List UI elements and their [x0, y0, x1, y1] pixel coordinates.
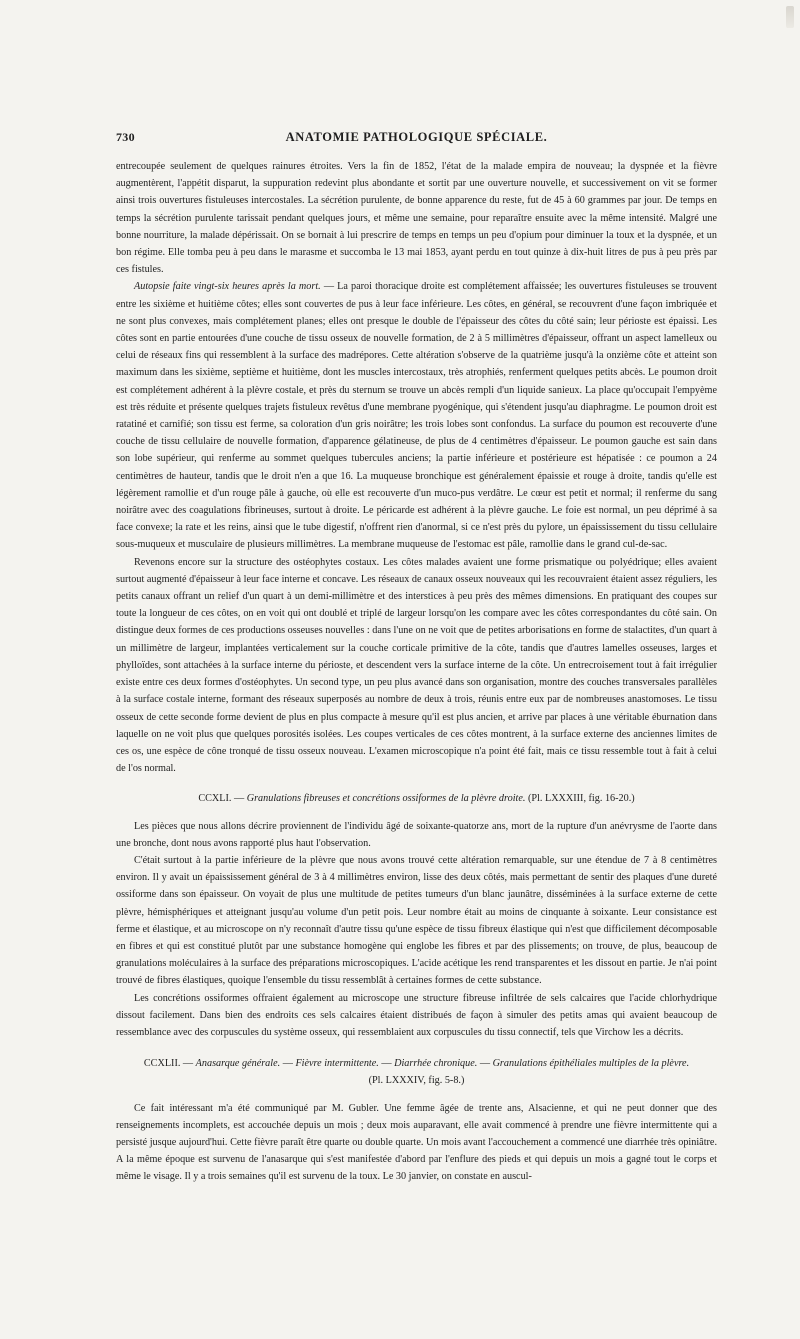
case-heading-ccxli: [116, 790, 717, 807]
paragraph-continuation: entrecoupée seulement de quelques rainures étroites. Vers la fin de 1852, l'état de la malade empira de nouveau; la dyspnée et la fièvre augmentèrent, l'appétit disparut, la suppuration redevint plus abondante et sortit par une ouverture nouvelle, et successivement on vit se former ainsi trois ouvertures fistuleuses intercostales. La sécrétion purulente, de bonne apparence du reste, fut de 45 à 60 grammes par jour. De temps en temps la sécrétion purulente tarissait pendant quelques jours, et même une semaine, pour reparaître ensuite avec la même intensité. Malgré une bonne nourriture, la malade dépérissait. On se bornait à lui prescrire de temps en temps un peu d'opium pour diminuer la toux et la dyspnée, et un bon régime. Elle tomba peu à peu dans le marasme et succomba le 13 mai 1853, ayant perdu en tout quinze à dix-huit litres de pus à peu près par ces fistules.: [116, 161, 717, 276]
case-number: CCXLII. —: [143, 1058, 196, 1070]
page-header: [116, 130, 717, 152]
paragraph-osteophytes: Revenons encore sur la structure des ostéophytes costaux. Les côtes malades avaient une forme prismatique ou polyédrique; elles avaient surtout augmenté d'épaisseur à leur face interne et concave. Les réseaux de canaux osseux nouveaux qui les recouvraient étaient assez réguliers, les petits canaux offrant un relief d'un quart à un demi-millimètre et des interstices à peu près des mêmes dimensions. En pratiquant des coupes sur toute la longueur de ces côtes, on en voit qui ont doublé et triplé de largeur lorsqu'on les compare avec les côtes correspondantes du côté sain. On distingue deux formes de ces productions osseuses nouvelles : dans l'une on ne voit que de petites arborisations en forme de stalactites, d'un quart à un millimètre de largeur, implantées verticalement sur la couche corticale primitive de la côte, tandis que d'autres lamelles osseuses, larges et phylloïdes, sont attachées à la surface interne du périoste, et descendent vers la surface interne de la côte. Un entrecroisement tout à fait irrégulier existe entre ces deux formes d'ostéophytes. Un second type, un peu plus avancé dans son organisation, montre des couches transversales parallèles à la surface costale interne, formant des réseaux superposés au nombre de deux à trois, réunis entre eux par de nombreuses anastomoses. Le tissu osseux de cette seconde forme devient de plus en plus compacte à mesure qu'il est plus ancien, et arrive par places à une véritable éburnation dans laquelle on ne voit plus que quelques porosités isolées. Les coupes verticales de ces côtes montrent, à la surface externe des anciennes limites de ces os, une espèce de cône tronqué de tissu osseux nouveau. L'examen microscopique n'a point été fait, mais ce tissu ressemble tout à fait à celui de l'os normal.: [116, 556, 717, 775]
title-separator: —: [280, 1058, 296, 1070]
case-number: CCXLI. —: [198, 793, 247, 805]
page-number: 730: [116, 130, 135, 144]
paragraph-gubler-case: Ce fait intéressant m'a été communiqué par M. Gubler. Une femme âgée de trente ans, Alsacienne, et qui ne peut donner que des renseignements incomplets, est accouchée depuis un mois ; deux mois auparavant, elle avait commencé à prendre une fièvre intermittente qui a persisté jusque aujourd'hui. Cette fièvre paraît être quarte ou double quarte. Un mois avant l'accouchement a commencé une diarrhée très opiniâtre. A la même époque est survenu de l'anasarque qui s'est manifestée d'abord par l'enflure des pieds et qui depuis un mois a gagné tout le corps et même le visage. Il y a trois semaines qu'il est survenu de la toux. Le 30 janvier, on constate en auscul-: [116, 1102, 717, 1183]
paragraph-autopsy: [116, 278, 717, 553]
case-title: Granulations fibreuses et concrétions ossiformes de la plèvre droite.: [246, 793, 526, 805]
case-title-part: Anasarque générale.: [195, 1058, 281, 1070]
case-title-part: Diarrhée chronique.: [394, 1058, 478, 1070]
plate-reference: (Pl. LXXXIV, fig. 5-8.): [368, 1075, 465, 1087]
running-title: ANATOMIE PATHOLOGIQUE SPÉCIALE.: [285, 130, 548, 144]
paragraph-specimens: Les pièces que nous allons décrire proviennent de l'individu âgé de soixante-quatorze ans, mort de la rupture d'un anévrysme de l'aorte dans une bronche, dont nous avons rapporté plus haut l'observation.: [116, 820, 717, 849]
page-edge-mark: [786, 6, 794, 28]
case-title-part: Granulations épithéliales multiples de la plèvre.: [492, 1058, 690, 1070]
case-title-part: Fièvre intermittente.: [295, 1058, 379, 1070]
case-heading-line: [116, 1055, 717, 1072]
title-separator: —: [378, 1058, 395, 1070]
plate-reference: (Pl. LXXXIII, fig. 16-20.): [525, 793, 635, 805]
case-heading-ccxlii: [116, 1055, 717, 1089]
page-body: [116, 158, 717, 1186]
autopsy-label: Autopsie faite vingt-six heures après la mort.: [134, 281, 321, 293]
paragraph-concretions: Les concrétions ossiformes offraient également au microscope une structure fibreuse infiltrée de sels calcaires que l'acide chlorhydrique dissout facilement. Dans bien des endroits ces sels calcaires étaient distribués de façon à simuler des petits amas qui avaient beaucoup de ressemblance avec des corpuscules du système osseux, qui ressemblaient aux corpuscules du tissu connectif, tels que Virchow les a décrits.: [116, 992, 717, 1038]
title-separator: —: [477, 1058, 493, 1070]
paragraph-pleura: C'était surtout à la partie inférieure de la plèvre que nous avons trouvé cette altération remarquable, sur une étendue de 7 à 8 centimètres environ. Il y avait un épaississement général de 3 à 4 millimètres environ, lisse des deux côtés, mais permettant de sentir des plaques d'une dureté ossiforme dans son épaisseur. On voyait de plus une multitude de petites tumeurs d'un blanc jaunâtre, disséminées à la surface externe de cette plèvre, hémisphériques et atteignant jusqu'au volume d'un petit pois. Leur nombre était au moins de cinquante à soixante. Leur consistance est ferme et élastique, et au microscope on n'y reconnaît d'autre tissu qu'une espèce de tissu fibreux élastique qui n'est que difficilement décomposable en fibres et qui est constitué plutôt par une substance homogène qui englobe les fibres et par des plissements; on trouve, de plus, beaucoup de granulations moléculaires à la surface des préparations microscopiques. L'acide acétique les rend transparentes et les dissout en partie. Je n'ai point trouvé de fibres élastiques, quoique l'ensemble du tissu ressemblât à certaines formes de cette substance.: [116, 854, 717, 987]
autopsy-text: — La paroi thoracique droite est complétement affaissée; les ouvertures fistuleuses se trouvent entre les sixième et huitième côtes; elles sont couvertes de pus à leur face inférieure. Les côtes, en général, se recouvrent d'une façon imbriquée et ne sont plus convexes, mais complétement planes; elles ont presque le double de l'épaisseur des côtes du côté sain; leur périoste est épaissi. Les côtes sont en partie entourées d'une couche de tissu osseux de nouvelle formation, de 2 à 5 millimètres d'épaisseur, offrant un aspect lamelleux ou celui de réseaux fins qui ressemblent à la surface des madrépores. Cette altération s'observe de la quatrième jusqu'à la onzième côte et atteint son maximum dans les sixième, septième et huitième, dont les muscles intercostaux, très atrophiés, renferment quelques petits abcès. Le poumon droit est complétement adhérent à la plèvre costale, et près du sternum se trouve un abcès rempli d'un liquide sanieux. La place qu'occupait l'empyème est très réduite et présente quelques trajets fistuleux revêtus d'une membrane pyogénique, qui s'étendent jusqu'au diaphragme. Le poumon droit est ratatiné et carnifié; son tissu est ferme, sa coloration d'un gris noirâtre; les trois lobes sont confondus. La surface du poumon est recouverte d'une couche de tissu cellulaire de nouvelle formation, d'apparence gélatineuse, de plus de 4 centimètres d'épaisseur. Le poumon gauche est sain dans son lobe supérieur, qui renferme au sommet quelques tubercules anciens; la partie inférieure et postérieure est hépatisée : ce poumon a 24 centimètres de hauteur, tandis que le droit n'en a que 16. La muqueuse bronchique est généralement épaissie et rouge à droite, tandis qu'elle est légèrement ramollie et d'un rouge pâle à gauche, où elle est recouverte d'un muco-pus verdâtre. Le cœur est petit et normal; il renferme du sang noirâtre avec des coagulations fibrineuses, surtout à droite. Le péricarde est adhérent à la plèvre gauche. Le foie est normal, un peu déprimé à sa face convexe; la rate et les reins, ainsi que le tube digestif, n'offrent rien d'anormal, si ce n'est près du pylore, un épaississement du tissu cellulaire sous-muqueux et musculaire de plusieurs millimètres. La membrane muqueuse de l'estomac est pâle, ramollie dans le grand cul-de-sac.: [116, 281, 717, 551]
